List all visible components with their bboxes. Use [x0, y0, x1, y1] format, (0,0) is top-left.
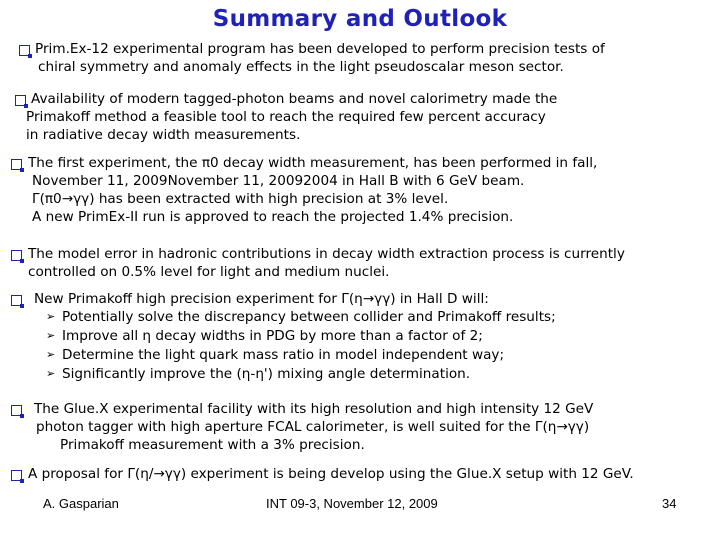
bullet-item: [34, 400, 593, 454]
bullet-text: The Glue.X experimental facility with its high resolution and high intensity 12 GeV: [34, 401, 594, 417]
bullet-square-icon: [11, 405, 22, 416]
bullet-text: The first experiment, the π0 decay width measurement, has been performed in fall,: [28, 155, 598, 171]
bullet-square-icon: [19, 45, 30, 56]
footer-author: A. Gasparian: [43, 496, 119, 511]
arrow-bullet-icon: ➢: [46, 310, 56, 323]
arrow-bullet-icon: ➢: [46, 329, 56, 342]
bullet-text: Prim.Ex-12 experimental program has been developed to perform precision tests of: [35, 41, 605, 57]
sub-bullet-text: Significantly improve the (η-η') mixing angle determination.: [62, 366, 471, 382]
bullet-item: [28, 245, 625, 281]
bullet-text: Primakoff method a feasible tool to reach the required few percent accuracy: [26, 109, 546, 125]
bullet-item: [35, 40, 605, 76]
bullet-square-icon: [11, 470, 22, 481]
bullet-square-icon: [11, 250, 22, 261]
bullet-text: A new PrimEx-II run is approved to reach the projected 1.4% precision.: [32, 209, 514, 225]
bullet-text: Primakoff measurement with a 3% precision.: [60, 437, 365, 453]
bullet-text: Γ(π0→γγ) has been extracted with high precision at 3% level.: [32, 191, 449, 207]
bullet-square-icon: [11, 295, 22, 306]
bullet-square-icon: [11, 159, 22, 170]
sub-bullet-item: [62, 346, 504, 364]
sub-bullet-text: Improve all η decay widths in PDG by more than a factor of 2;: [62, 328, 483, 344]
sub-bullet-text: Potentially solve the discrepancy between collider and Primakoff results;: [62, 309, 556, 325]
sub-bullet-item: [62, 308, 556, 326]
footer-page-number: 34: [662, 496, 677, 511]
sub-bullet-item: [62, 327, 483, 345]
bullet-item: [34, 290, 489, 308]
slide-title: Summary and Outlook: [212, 6, 508, 32]
footer-event: INT 09-3, November 12, 2009: [266, 496, 438, 511]
bullet-text: photon tagger with high aperture FCAL calorimeter, is well suited for the Γ(η→γγ): [36, 419, 590, 435]
bullet-text: in radiative decay width measurements.: [26, 127, 301, 143]
bullet-text: November 11, 2009November 11, 20092004 in Hall B with 6 GeV beam.: [32, 173, 525, 189]
bullet-text: The model error in hadronic contributions in decay width extraction process is currently: [28, 246, 625, 262]
bullet-text: chiral symmetry and anomaly effects in the light pseudoscalar meson sector.: [38, 59, 564, 75]
bullet-item: [28, 154, 597, 226]
bullet-item: [28, 465, 634, 483]
bullet-text: Availability of modern tagged-photon beams and novel calorimetry made the: [31, 91, 558, 107]
bullet-text: A proposal for Γ(η/→γγ) experiment is being develop using the Glue.X setup with 12 GeV.: [28, 466, 634, 482]
sub-bullet-text: Determine the light quark mass ratio in model independent way;: [62, 347, 505, 363]
arrow-bullet-icon: ➢: [46, 367, 56, 380]
arrow-bullet-icon: ➢: [46, 348, 56, 361]
sub-bullet-item: [62, 365, 470, 383]
bullet-text: controlled on 0.5% level for light and medium nuclei.: [28, 264, 390, 280]
bullet-item: [26, 90, 558, 144]
bullet-square-icon: [15, 95, 26, 106]
bullet-text: New Primakoff high precision experiment for Γ(η→γγ) in Hall D will:: [34, 291, 489, 307]
